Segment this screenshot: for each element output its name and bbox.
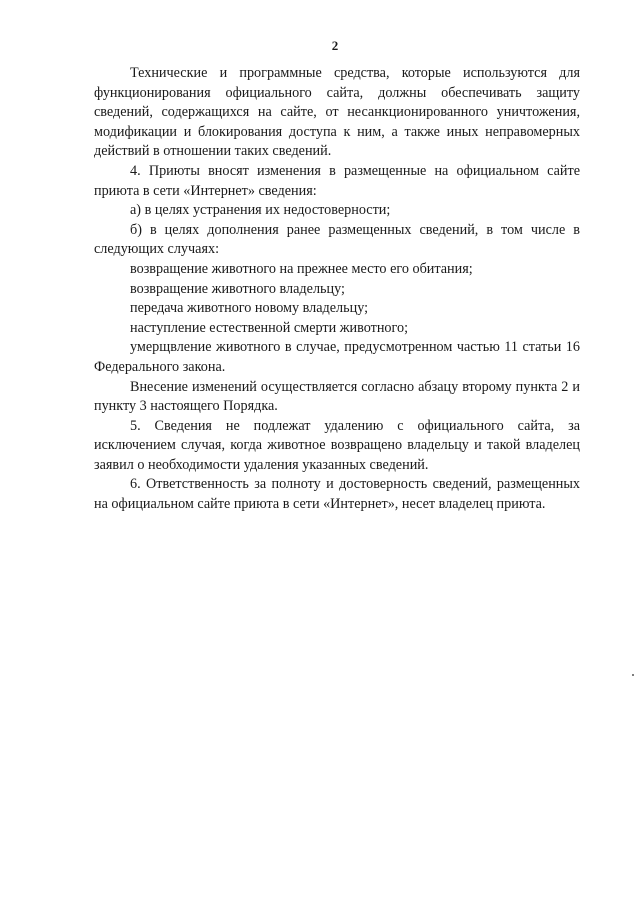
case-transfer-new-owner: передача животного новому владельцу;	[130, 300, 369, 317]
subitem-a: а) в целях устранения их недостоверности;	[130, 202, 391, 219]
scan-speck	[632, 674, 634, 676]
document-body	[94, 64, 580, 515]
page-number: 2	[331, 38, 339, 53]
paragraph-item-4: 4. Приюты вносят изменения в размещенные на официальном сайте приюта в сети «Интернет» сведения:	[94, 162, 580, 199]
subitem-b: б) в целях дополнения ранее размещенных сведений, в том числе в следующих случаях:	[94, 221, 580, 258]
paragraph-item-6: 6. Ответственность за полноту и достоверность сведений, размещенных на официальном сайте приюта в сети «Интернет», несет владелец приюта.	[94, 476, 580, 513]
case-natural-death: наступление естественной смерти животного;	[130, 319, 409, 336]
case-return-owner: возвращение животного владельцу;	[130, 280, 345, 297]
case-return-habitat: возвращение животного на прежнее место его обитания;	[130, 260, 473, 277]
paragraph-technical-means: Технические и программные средства, которые используются для функционирования официального сайта, должны обеспечивать защиту сведений, содержащихся на сайте, от несанкционированного уничтожения, модификации и блокирования доступа к ним, а также иных неправомерных действий в отношении таких сведений.	[94, 65, 580, 160]
case-euthanasia: умерщвление животного в случае, предусмотренном частью 11 статьи 16 Федерального закона.	[94, 339, 580, 375]
paragraph-item-5: 5. Сведения не подлежат удалению с официального сайта, за исключением случая, когда животное возвращено владельцу и такой владелец заявил о необходимости удаления указанных сведений.	[94, 417, 580, 473]
paragraph-changes-procedure: Внесение изменений осуществляется согласно абзацу второму пункта 2 и пункту 3 настоящего Порядка.	[94, 378, 580, 415]
